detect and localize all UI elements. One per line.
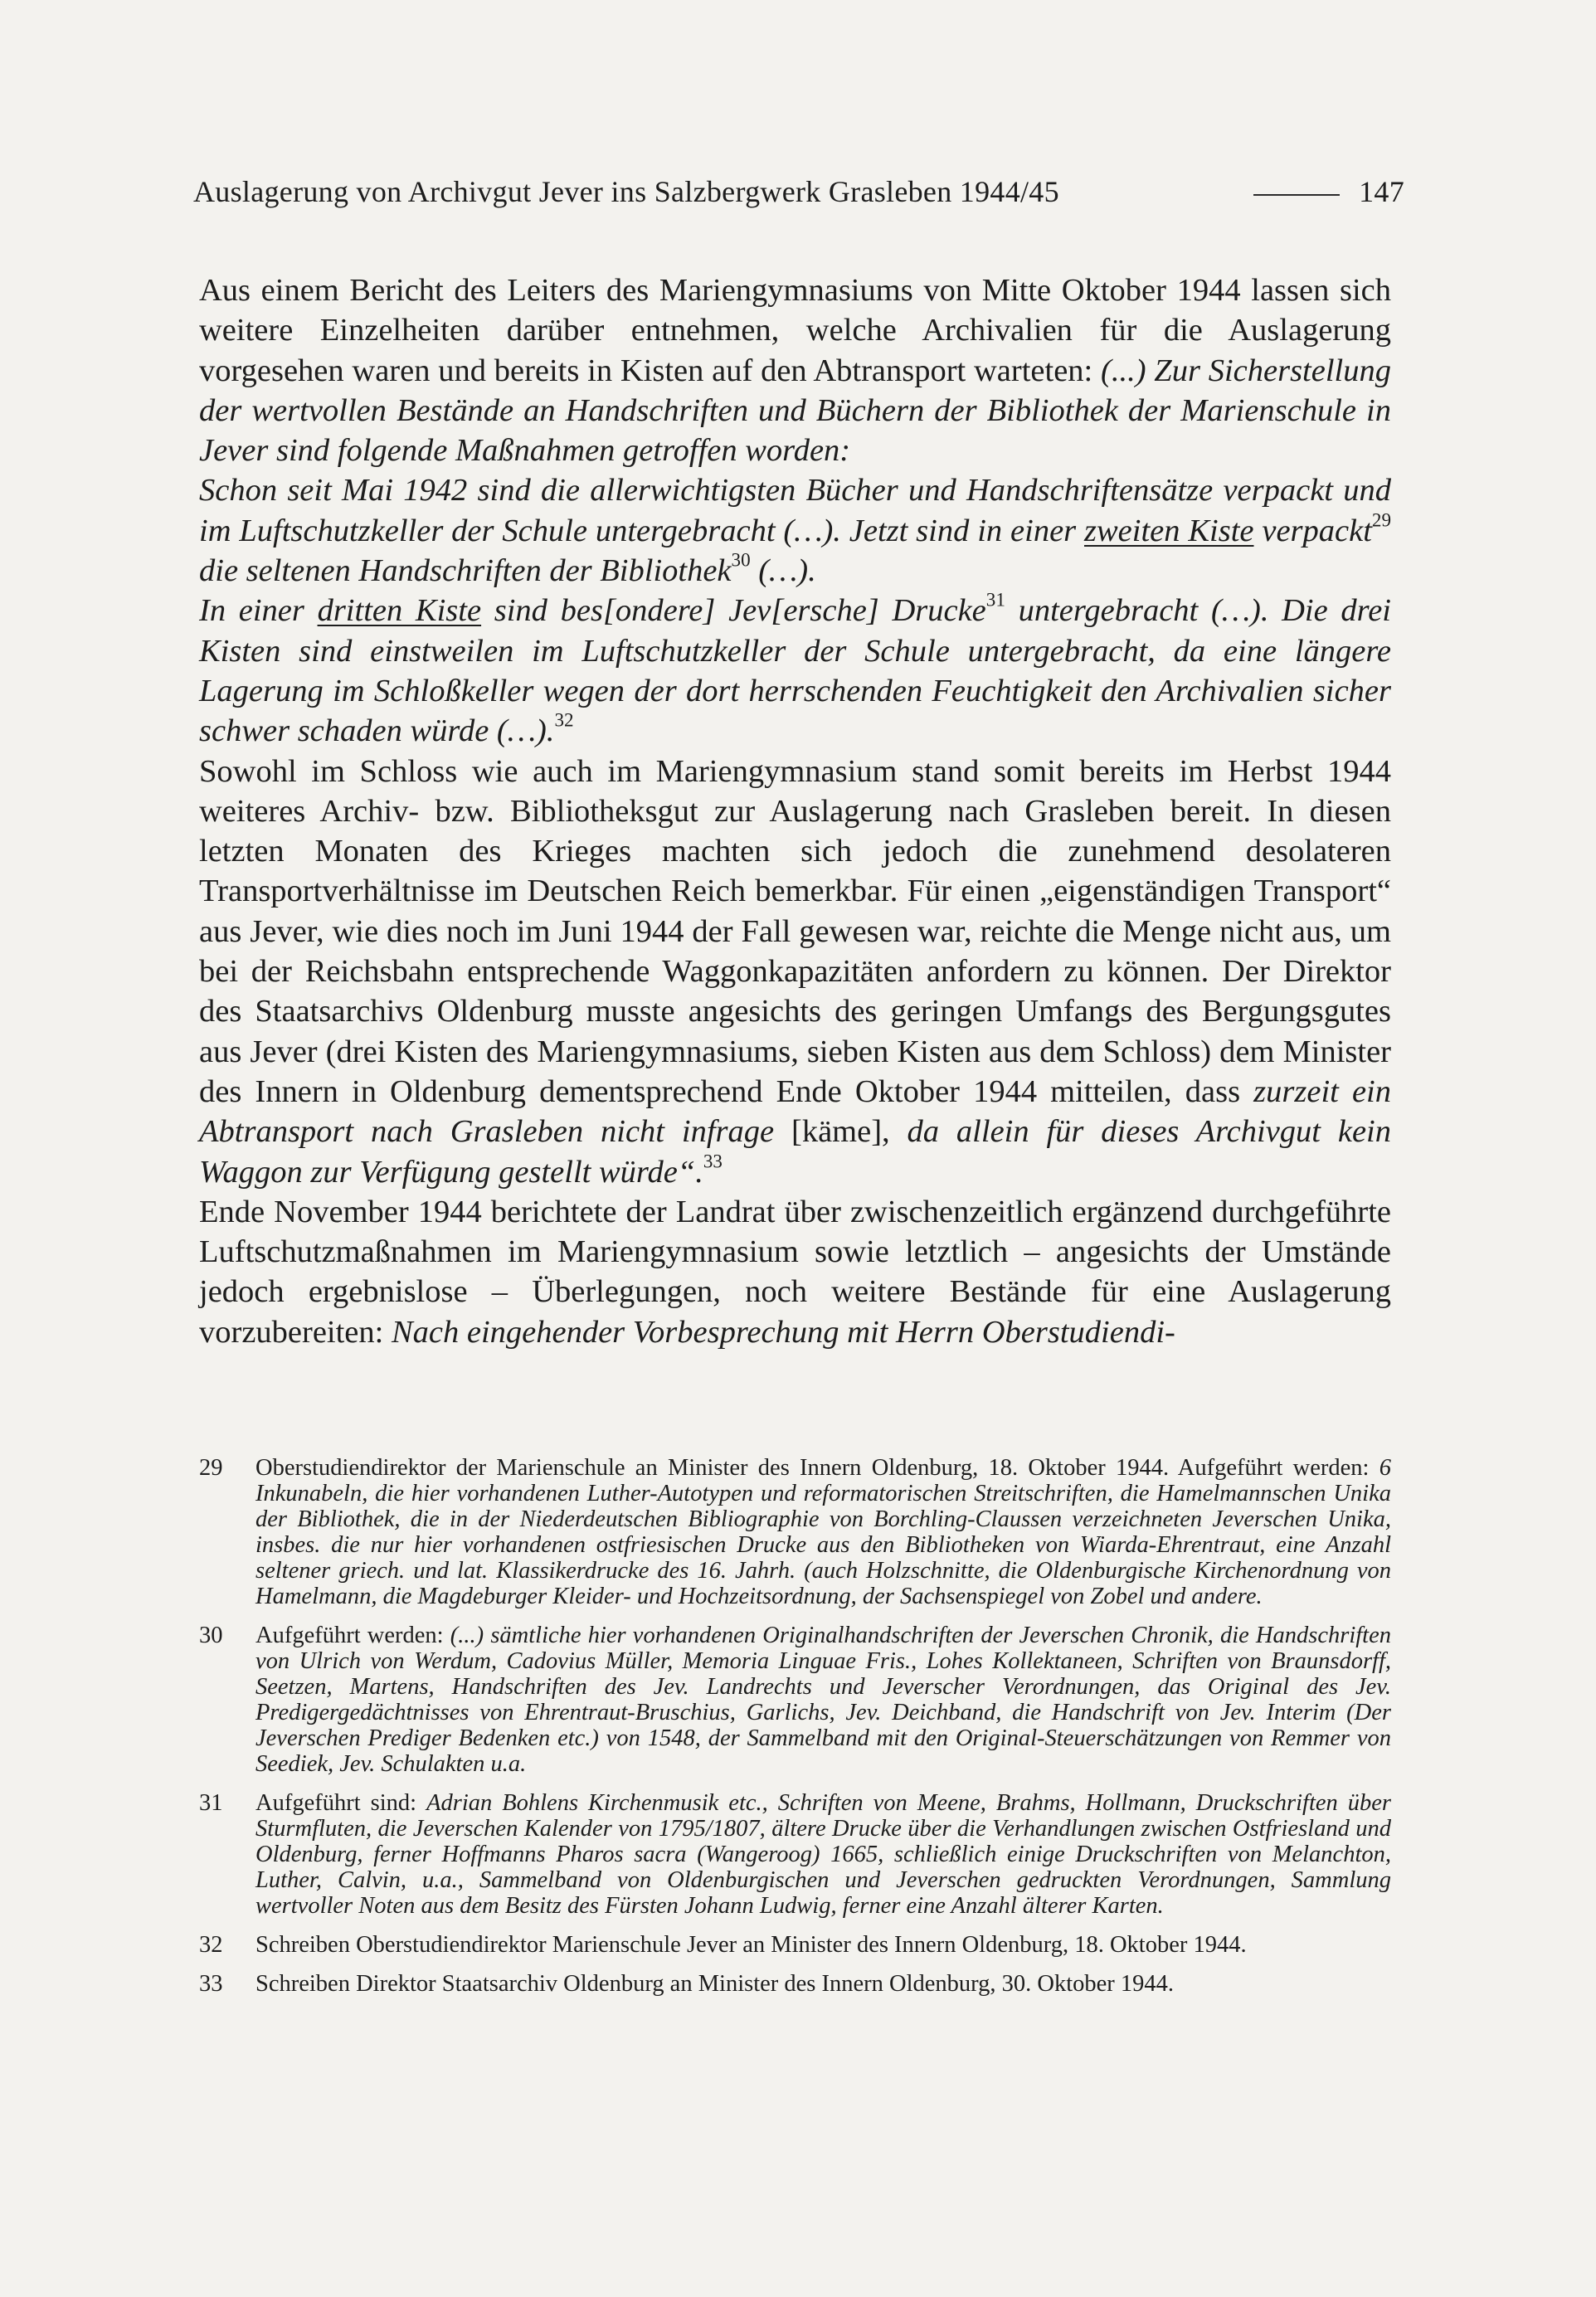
footnote-text: Schreiben Direktor Staatsarchiv Oldenburg an Minister des Innern Oldenburg, 30. Oktober 1944. <box>255 1971 1175 1997</box>
footnote-italic: (...) sämtliche hier vorhandenen Originalhandschriften der Jeverschen Chronik, die Handschriften von Ulrich von Werdum, Cadovius Müller, Memoria Linguae Fris., Lohes Kollektaneen, Schriften von Braunsdorff, Seetzen, Martens, Handschriften des Jev. Landrechts und Jeverscher Verordnungen, das Original des Jev. Predigergedächtnisses von Ehrentraut-Bruschius, Garlichs, Jev. Deichband, die Handschrift von Jev. Interim (Der Jeverschen Prediger Bedenken etc.) von 1548, der Sammelband mit den Original-Steuerschätzungen von Remmer von Seediek, Jev. Schulakten u.a. <box>255 1623 1392 1777</box>
footnote-31 <box>199 1790 1391 1919</box>
quote-part-1: (...) Zur Sicherstellung der wertvollen Bestände an Handschriften und Büchern der Bibliothek der Marienschule in Jever sind folgende Maßnahmen getroffen worden: <box>199 353 1391 469</box>
footnote-number: 32 <box>199 1932 223 1958</box>
footnote-plain: Aufgeführt sind: <box>255 1790 427 1816</box>
footnote-ref-33[interactable]: 33 <box>703 1150 723 1172</box>
paragraph-november-1944 <box>199 1192 1391 1352</box>
footnote-30 <box>199 1623 1391 1777</box>
quote-part-2 <box>199 470 1391 591</box>
footnote-ref-32[interactable]: 32 <box>554 708 574 731</box>
underlined-zweiten-kiste: zweiten Kiste <box>1084 513 1254 548</box>
running-head-rule <box>1253 194 1340 196</box>
quote-text: verpackt <box>1253 513 1372 548</box>
quote-text: die seltenen Handschriften der Bibliothek <box>199 553 732 589</box>
footnote-number: 33 <box>199 1971 223 1997</box>
paragraph-text: [käme], <box>774 1114 907 1150</box>
quote-inline: zurzeit ein Abtransport nach Grasleben nicht infrage <box>199 1073 1391 1150</box>
page-number: 147 <box>1359 175 1404 208</box>
quote-inline: da allein für dieses Archivgut kein Waggon zur Verfügung gestellt würde“. <box>199 1114 1391 1190</box>
main-text <box>199 270 1391 1352</box>
footnote-ref-31[interactable]: 31 <box>985 589 1005 611</box>
running-head-title: Auslagerung von Archivgut Jever ins Salzbergwerk Grasleben 1944/45 <box>193 175 1059 208</box>
footnote-plain: Aufgeführt werden: <box>255 1623 450 1648</box>
paragraph-text: Sowohl im Schloss wie auch im Mariengymnasium stand somit bereits im Herbst 1944 weiteres Archiv- bzw. Bibliotheksgut zur Auslagerung nach Grasleben bereit. In diesen letzten Monaten des Krieges machten sich jedoch die zunehmend desolateren Transportverhältnisse im Deutschen Reich bemerkbar. Für einen „eigenständigen Transport“ aus Jever, wie dies noch im Juni 1944 der Fall gewesen war, reichte die Menge nicht aus, um bei der Reichsbahn entsprechende Waggonkapazitäten anfordern zu können. Der Direktor des Staatsarchivs Oldenburg musste angesichts des geringen Umfangs des Bergungsgutes aus Jever (drei Kisten des Mariengymnasiums, sieben Kisten aus dem Schloss) dem Minister des Innern in Oldenburg dementsprechend Ende Oktober 1944 mitteilen, dass <box>199 753 1391 1109</box>
paragraph-text: Ende November 1944 berichtete der Landrat über zwischenzeitlich ergänzend durchgeführte Luftschutzmaßnahmen im Mariengymnasium sowie letztlich – angesichts der Umstände jedoch ergebnislose – Überlegungen, noch weitere Bestände für eine Auslagerung vorzubereiten: <box>199 1194 1391 1350</box>
footnote-ref-30[interactable]: 30 <box>731 548 751 571</box>
footnote-text <box>255 1623 1391 1777</box>
footnote-text: Schreiben Oberstudiendirektor Marienschule Jever an Minister des Innern Oldenburg, 18. Oktober 1944. <box>255 1932 1247 1958</box>
running-head <box>193 174 1404 221</box>
footnote-number: 30 <box>199 1623 223 1648</box>
quote-inline: Nach eingehender Vorbesprechung mit Herrn Oberstudiendi- <box>391 1314 1175 1350</box>
paragraph-intro-with-quote <box>199 270 1391 752</box>
footnote-italic: Adrian Bohlens Kirchenmusik etc., Schriften von Meene, Brahms, Hollmann, Druckschriften über Sturmfluten, die Jeverschen Kalender von 1795/1807, ältere Drucke über die Verhandlungen zwischen Ostfriesland und Oldenburg, ferner Hoffmanns Pharos sacra (Wangeroog) 1665, schließlich einige Druckschriften von Melanchton, Luther, Calvin, u.a., Sammelband von Oldenburgischen und Jeverschen gedruckten Verordnungen, Sammlung wertvoller Noten aus dem Besitz des Fürsten Johann Ludwig, ferner eine Anzahl älterer Karten. <box>255 1790 1391 1919</box>
footnote-ref-29[interactable]: 29 <box>1371 509 1391 531</box>
footnote-text <box>255 1455 1391 1609</box>
quote-text: Schon seit Mai 1942 sind die allerwichtigsten Bücher und Handschriftensätze verpackt und im Luftschutzkeller der Schule untergebracht (…). Jetzt sind in einer <box>199 473 1391 548</box>
underlined-dritten-kiste: dritten Kiste <box>317 593 482 629</box>
quote-text: (…). <box>750 553 816 589</box>
footnote-number: 29 <box>199 1455 223 1481</box>
quote-text: In einer <box>199 593 318 629</box>
footnote-plain: Oberstudiendirektor der Marienschule an Minister des Innern Oldenburg, 18. Oktober 1944. Aufgeführt werden: <box>255 1455 1379 1481</box>
footnote-text <box>255 1790 1391 1919</box>
footnote-32 <box>199 1932 1391 1958</box>
footnote-29 <box>199 1455 1391 1609</box>
quote-part-3 <box>199 591 1391 751</box>
quote-text: untergebracht (…). Die drei Kisten sind einstweilen im Luftschutzkeller der Schule untergebracht, da eine längere Lagerung im Schloßkeller wegen der dort herrschenden Feuchtigkeit den Archivalien sicher schwer schaden würde (…). <box>199 593 1391 749</box>
footnotes <box>199 1455 1391 2010</box>
footnote-number: 31 <box>199 1790 223 1816</box>
footnote-italic: 6 Inkunabeln, die hier vorhandenen Luther-Autotypen und reformatorischen Streitschriften, die Hamelmannschen Unika der Bibliothek, die in der Niederdeutschen Bibliographie von Borchling-Claussen verzeichneten Jeverschen Unika, insbes. die nur hier vorhandenen ostfriesischen Drucke aus den Bibliotheken von Wiarda-Ehrentraut, eine Anzahl seltener griech. und lat. Klassikerdrucke des 16. Jahrh. (auch Holzschnitte, die Oldenburgische Kirchenordnung von Hamelmann, die Magdeburger Kleider- und Hochzeitsordnung, der Sachsenspiegel von Zobel und andere. <box>255 1455 1391 1609</box>
intro-text: Aus einem Bericht des Leiters des Mariengymnasiums von Mitte Oktober 1944 lassen sich weitere Einzelheiten darüber entnehmen, welche Archivalien für die Auslagerung vorgesehen waren und bereits in Kisten auf den Abtransport warteten: <box>199 273 1391 388</box>
footnote-33 <box>199 1971 1391 1997</box>
paragraph-autumn-1944 <box>199 752 1391 1192</box>
quote-text: sind bes[ondere] Jev[ersche] Drucke <box>481 593 986 629</box>
